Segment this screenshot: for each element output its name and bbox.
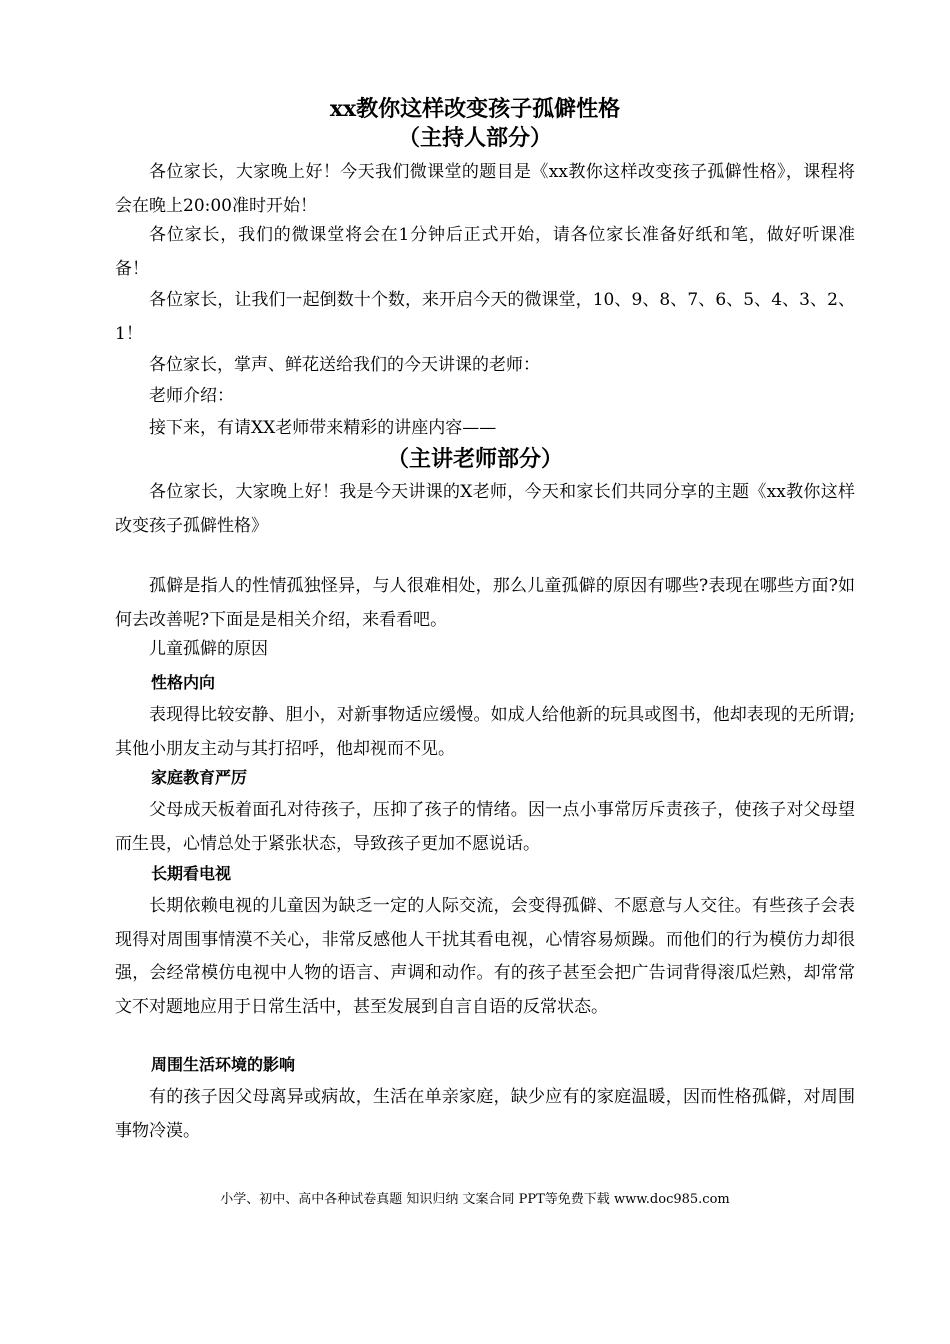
causes-heading: 儿童孤僻的原因: [149, 639, 268, 659]
host-paragraph-3: 各位家长，让我们一起倒数十个数，来开启今天的微课堂，10、9、8、7、6、5、4、3、2、1！: [115, 290, 855, 344]
cause-heading-1: 性格内向: [151, 673, 216, 692]
host-section-heading: （主持人部分）: [397, 125, 552, 151]
teacher-section-heading: （主讲老师部分）: [386, 446, 563, 472]
cause-heading-4: 周围生活环境的影响: [151, 1055, 296, 1074]
intro-paragraph: 孤僻是指人的性情孤独怪异，与人很难相处，那么儿童孤僻的原因有哪些?表现在哪些方面?如何去改善呢?下面是是相关介绍，来看看吧。: [115, 576, 855, 630]
host-paragraph-2: 各位家长，我们的微课堂将会在1分钟后正式开始，请各位家长准备好纸和笔，做好听课准备！: [115, 225, 855, 279]
cause-heading-2: 家庭教育严厉: [151, 768, 248, 787]
host-paragraph-1: 各位家长，大家晚上好！今天我们微课堂的题目是《xx教你这样改变孩子孤僻性格》，课程将会在晚上20:00准时开始！: [115, 162, 855, 216]
document-title: xx教你这样改变孩子孤僻性格: [329, 96, 621, 122]
cause-text-3: 长期依赖电视的儿童因为缺乏一定的人际交流，会变得孤僻、不愿意与人交往。有些孩子会表现得对周围事情漠不关心，非常反感他人干扰其看电视，心情容易烦躁。而他们的行为模仿力却很强，会经常模仿电视中人物的语言、声调和动作。有的孩子甚至会把广告词背得滚瓜烂熟，却常常文不对题地应用于日常生活中，甚至发展到自言自语的反常状态。: [115, 896, 855, 1017]
host-paragraph-4: 各位家长，掌声、鲜花送给我们的今天讲课的老师：: [149, 355, 540, 375]
cause-heading-3: 长期看电视: [151, 864, 232, 883]
host-paragraph-5: 老师介绍：: [149, 386, 234, 406]
teacher-intro-paragraph: 各位家长，大家晚上好！我是今天讲课的X老师，今天和家长们共同分享的主题《xx教你这样改变孩子孤僻性格》: [115, 482, 855, 536]
cause-text-4: 有的孩子因父母离异或病故，生活在单亲家庭，缺少应有的家庭温暖，因而性格孤僻，对周围事物冷漠。: [115, 1087, 855, 1141]
page-footer: 小学、初中、高中各种试卷真题 知识归纳 文案合同 PPT等免费下载 www.doc985.com: [220, 1192, 730, 1207]
host-paragraph-6: 接下来，有请XX老师带来精彩的讲座内容——: [149, 418, 497, 438]
cause-text-1: 表现得比较安静、胆小，对新事物适应缓慢。如成人给他新的玩具或图书，他却表现的无所谓;其他小朋友主动与其打招呼，他却视而不见。: [115, 705, 855, 759]
cause-text-2: 父母成天板着面孔对待孩子，压抑了孩子的情绪。因一点小事常厉斥责孩子，使孩子对父母望而生畏，心情总处于紧张状态，导致孩子更加不愿说话。: [115, 800, 855, 854]
